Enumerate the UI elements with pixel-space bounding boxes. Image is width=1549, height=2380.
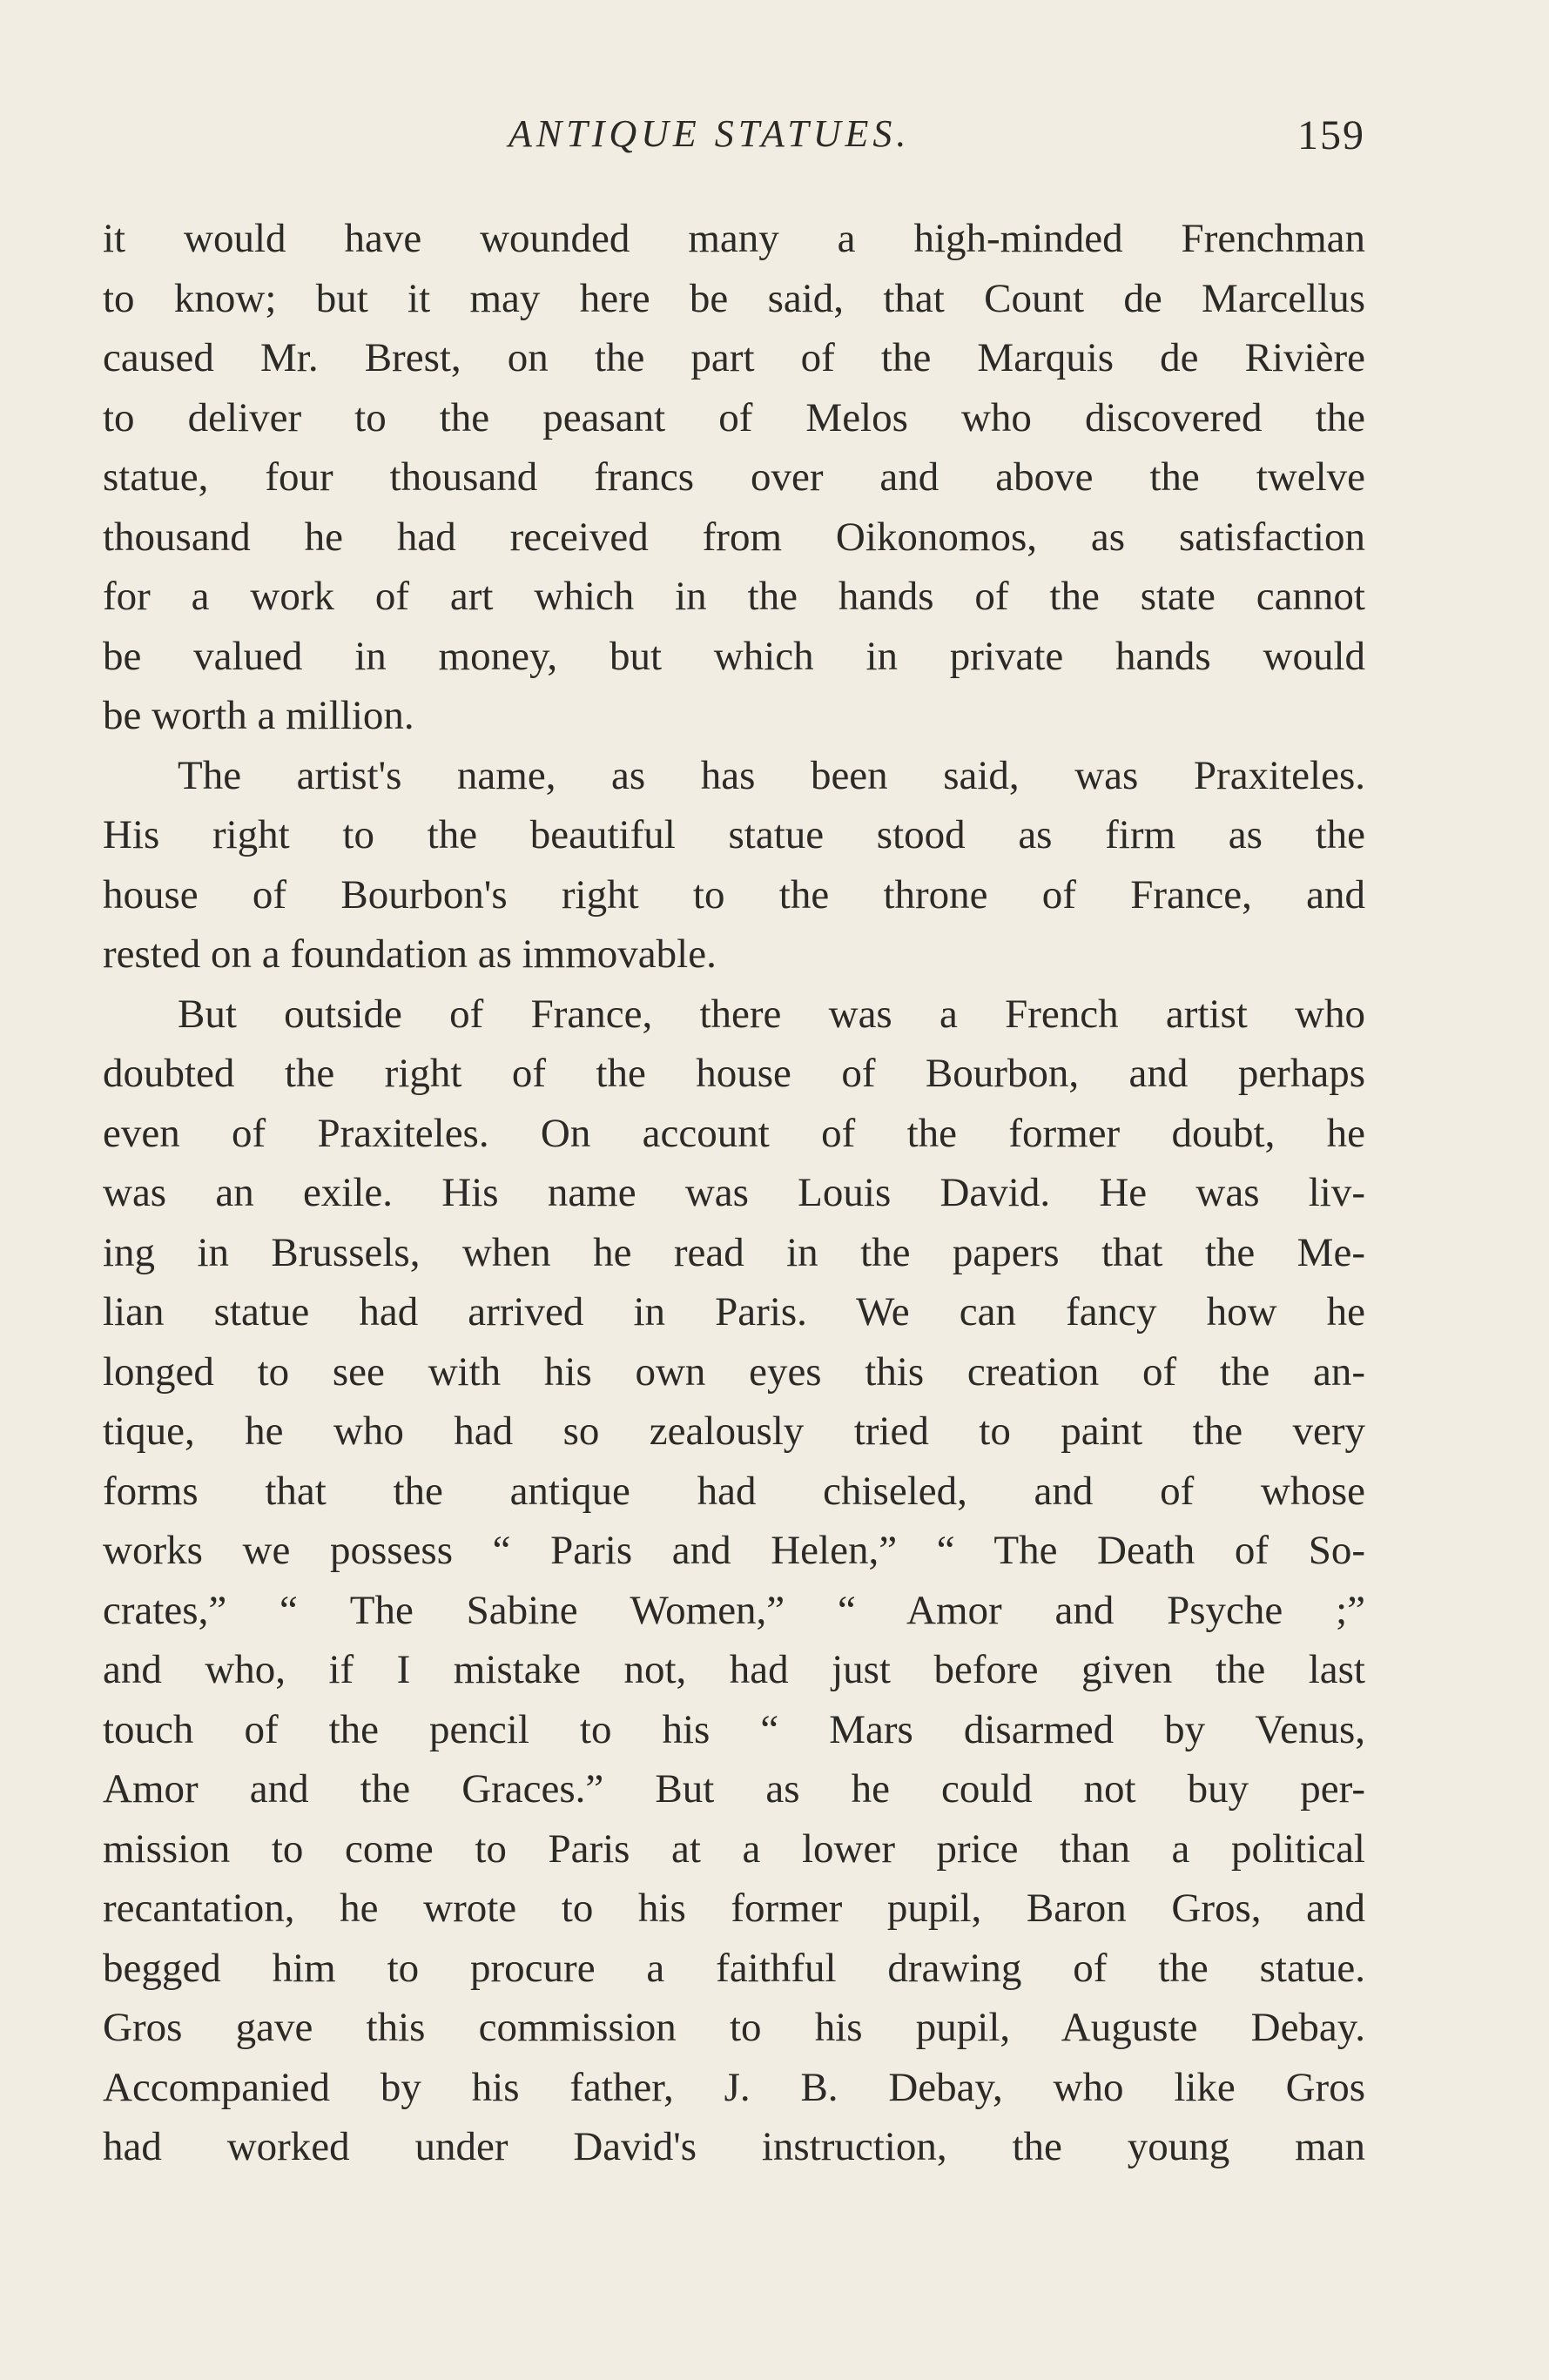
text-line: doubted the right of the house of Bourbon, and perhaps [103,1051,1365,1096]
text-line: But outside of France, there was a French artist who [178,991,1365,1037]
text-line: His right to the beautiful statue stood as firm as the [103,812,1365,857]
text-line: lian statue had arrived in Paris. We can fancy how he [103,1289,1365,1335]
text-line: crates,” “ The Sabine Women,” “ Amor and Psyche ;” [103,1587,1365,1633]
text-line: statue, four thousand francs over and above the twelve [103,454,1365,500]
text-line: thousand he had received from Oikonomos, as satisfaction [103,514,1365,560]
text-line: Accompanied by his father, J. B. Debay, who like Gros [103,2064,1365,2110]
text-line: be valued in money, but which in private hands would [103,633,1365,679]
text-line: ing in Brussels, when he read in the papers that the Me- [103,1229,1365,1275]
text-line: rested on a foundation as immovable. [103,931,717,977]
text-line: works we possess “ Paris and Helen,” “ The Death of So- [103,1528,1365,1573]
text-line: caused Mr. Brest, on the part of the Marquis de Rivière [103,335,1365,380]
text-line: was an exile. His name was Louis David. He was liv- [103,1170,1365,1215]
page-number: 159 [1297,112,1365,158]
text-line: The artist's name, as has been said, was Praxiteles. [178,752,1365,798]
text-line: and who, if I mistake not, had just before given the last [103,1647,1365,1692]
text-line: be worth a million. [103,693,414,738]
text-line: forms that the antique had chiseled, and of whose [103,1468,1365,1514]
text-line: mission to come to Paris at a lower price than a political [103,1825,1365,1872]
body-text [103,209,1365,2177]
text-line: Amor and the Graces.” But as he could not buy per- [103,1766,1365,1812]
text-line: had worked under David's instruction, the young man [103,2124,1365,2169]
text-line: recantation, he wrote to his former pupil, Baron Gros, and [103,1886,1365,1931]
text-line: longed to see with his own eyes this creation of the an- [103,1348,1365,1395]
running-title: ANTIQUE STATUES. [508,112,911,155]
text-line: tique, he who had so zealously tried to paint the very [103,1409,1365,1454]
text-line: even of Praxiteles. On account of the former doubt, he [103,1110,1365,1156]
text-line: Gros gave this commission to his pupil, Auguste Debay. [103,2005,1365,2050]
text-line: it would have wounded many a high-minded Frenchman [103,216,1365,261]
text-line: begged him to procure a faithful drawing of the statue. [103,1945,1365,1991]
text-line: touch of the pencil to his “ Mars disarmed by Venus, [103,1706,1365,1752]
text-line: house of Bourbon's right to the throne of France, and [103,871,1365,918]
text-line: to deliver to the peasant of Melos who discovered the [103,394,1365,440]
text-line: to know; but it may here be said, that Count de Marcellus [103,275,1365,321]
running-head [103,111,1365,164]
text-line: for a work of art which in the hands of the state cannot [103,574,1365,619]
